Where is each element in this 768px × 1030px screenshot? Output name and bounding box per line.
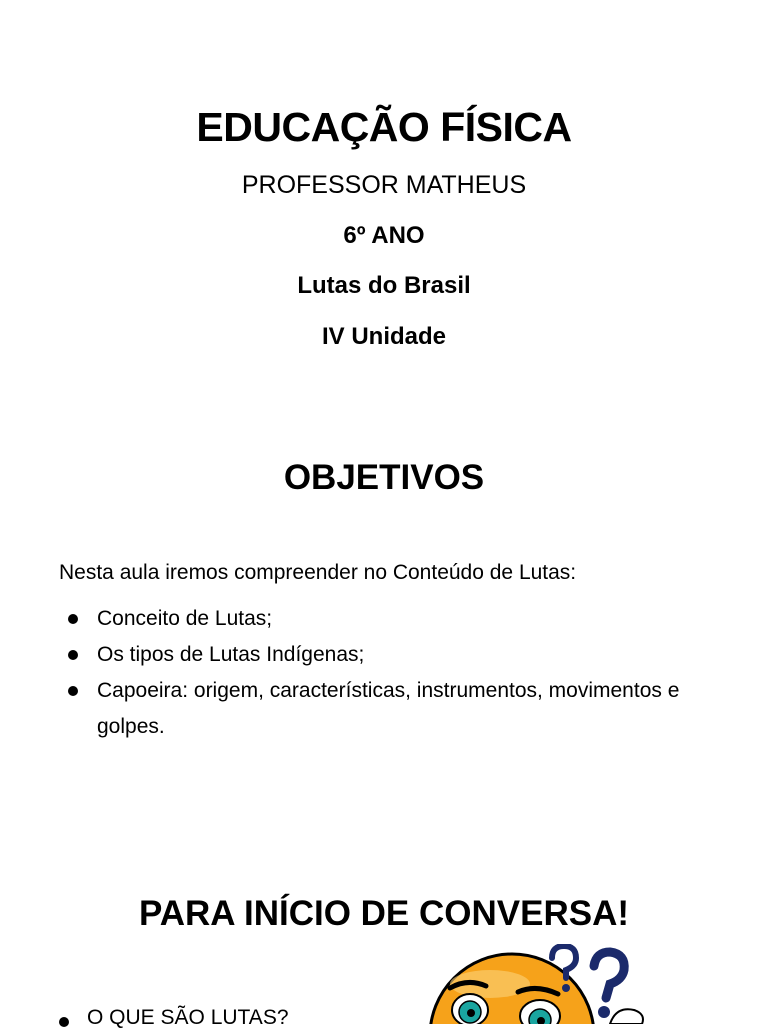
question-text: O QUE SÃO LUTAS? [87, 1006, 289, 1029]
bullet-dot-icon [68, 614, 78, 624]
objectives-intro: Nesta aula iremos compreender no Conteúdo de Lutas: [59, 561, 577, 584]
page-title: EDUCAÇÃO FÍSICA [196, 104, 572, 150]
grade-label: 6º ANO [343, 222, 425, 249]
list-item [59, 601, 699, 637]
list-item [59, 673, 699, 745]
unit-label: IV Unidade [321, 323, 447, 350]
list-item-text: Os tipos de Lutas Indígenas; [97, 643, 365, 666]
confused-emoji-icon [420, 944, 660, 1024]
objectives-list [59, 601, 699, 745]
topic-label: Lutas do Brasil [297, 272, 471, 299]
objectives-heading: OBJETIVOS [283, 458, 485, 497]
list-item [59, 637, 699, 673]
bullet-dot-icon [68, 686, 78, 696]
professor-name: PROFESSOR MATHEUS [241, 171, 527, 199]
list-item-text: Conceito de Lutas; [97, 607, 273, 630]
bullet-dot-icon [68, 650, 78, 660]
list-item-text: Capoeira: origem, características, instrumentos, movimentos e golpes. [97, 679, 680, 738]
bullet-dot-icon [59, 1017, 69, 1027]
question-item [59, 1006, 289, 1030]
conversation-heading: PARA INÍCIO DE CONVERSA! [138, 894, 630, 933]
